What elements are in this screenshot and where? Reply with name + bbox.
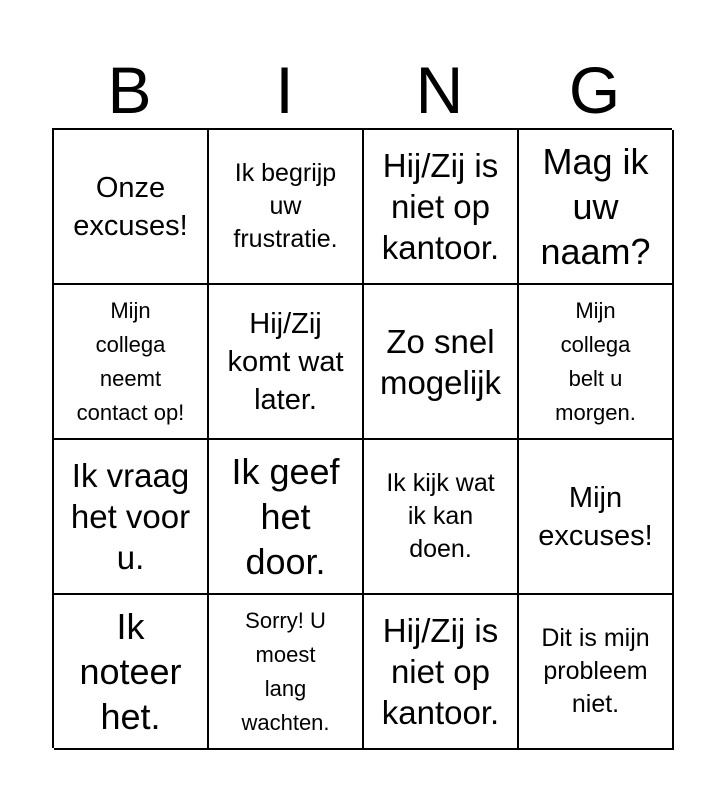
title-letter-n: N xyxy=(415,53,464,127)
bingo-cell[interactable] xyxy=(519,595,674,750)
bingo-cell-text: Onze excuses! xyxy=(73,171,188,242)
bingo-cell[interactable] xyxy=(364,440,519,595)
title-letter-g: G xyxy=(568,53,621,127)
bingo-cell-text: Hij/Zij is niet op kantoor. xyxy=(381,612,500,731)
bingo-cell[interactable] xyxy=(519,440,674,595)
bingo-cell[interactable] xyxy=(209,440,364,595)
bingo-cell[interactable] xyxy=(209,595,364,750)
bingo-cell-text: Ik kijk wat ik kan doen. xyxy=(386,469,495,563)
bingo-cell-text: Mag ik uw naam? xyxy=(540,141,651,272)
bingo-cell-text: Sorry! U moest lang wachten. xyxy=(241,607,330,735)
bingo-cell-text: Ik geef het door. xyxy=(231,451,340,582)
bingo-cell-text: Ik begrijp uw frustratie. xyxy=(233,159,338,253)
bingo-cell-text: Ik vraag het voor u. xyxy=(70,457,191,576)
bingo-cell[interactable] xyxy=(54,595,209,750)
bingo-cell[interactable] xyxy=(54,130,209,285)
bingo-cell-text: Dit is mijn probleem niet. xyxy=(541,624,650,718)
bingo-cell[interactable] xyxy=(519,130,674,285)
bingo-cell-text: Hij/Zij komt wat later. xyxy=(227,307,344,416)
bingo-cell[interactable] xyxy=(519,285,674,440)
bingo-cell[interactable] xyxy=(364,595,519,750)
bingo-cell-text: Mijn collega belt u morgen. xyxy=(555,297,636,425)
bingo-cell[interactable] xyxy=(364,130,519,285)
bingo-cell[interactable] xyxy=(209,130,364,285)
title-letter-b: B xyxy=(107,53,152,127)
bingo-cell[interactable] xyxy=(54,285,209,440)
bingo-cell-text: Mijn excuses! xyxy=(538,481,653,552)
bingo-cell-text: Hij/Zij is niet op kantoor. xyxy=(381,147,500,266)
bingo-cell-text: Zo snel mogelijk xyxy=(379,322,502,401)
bingo-cell[interactable] xyxy=(54,440,209,595)
title-letter-i: I xyxy=(275,53,294,127)
bingo-cell-text: Ik noteer het. xyxy=(79,606,182,737)
bingo-title xyxy=(52,50,672,130)
bingo-cell[interactable] xyxy=(364,285,519,440)
bingo-cell[interactable] xyxy=(209,285,364,440)
bingo-grid xyxy=(52,128,672,748)
bingo-cell-text: Mijn collega neemt contact op! xyxy=(76,297,185,425)
